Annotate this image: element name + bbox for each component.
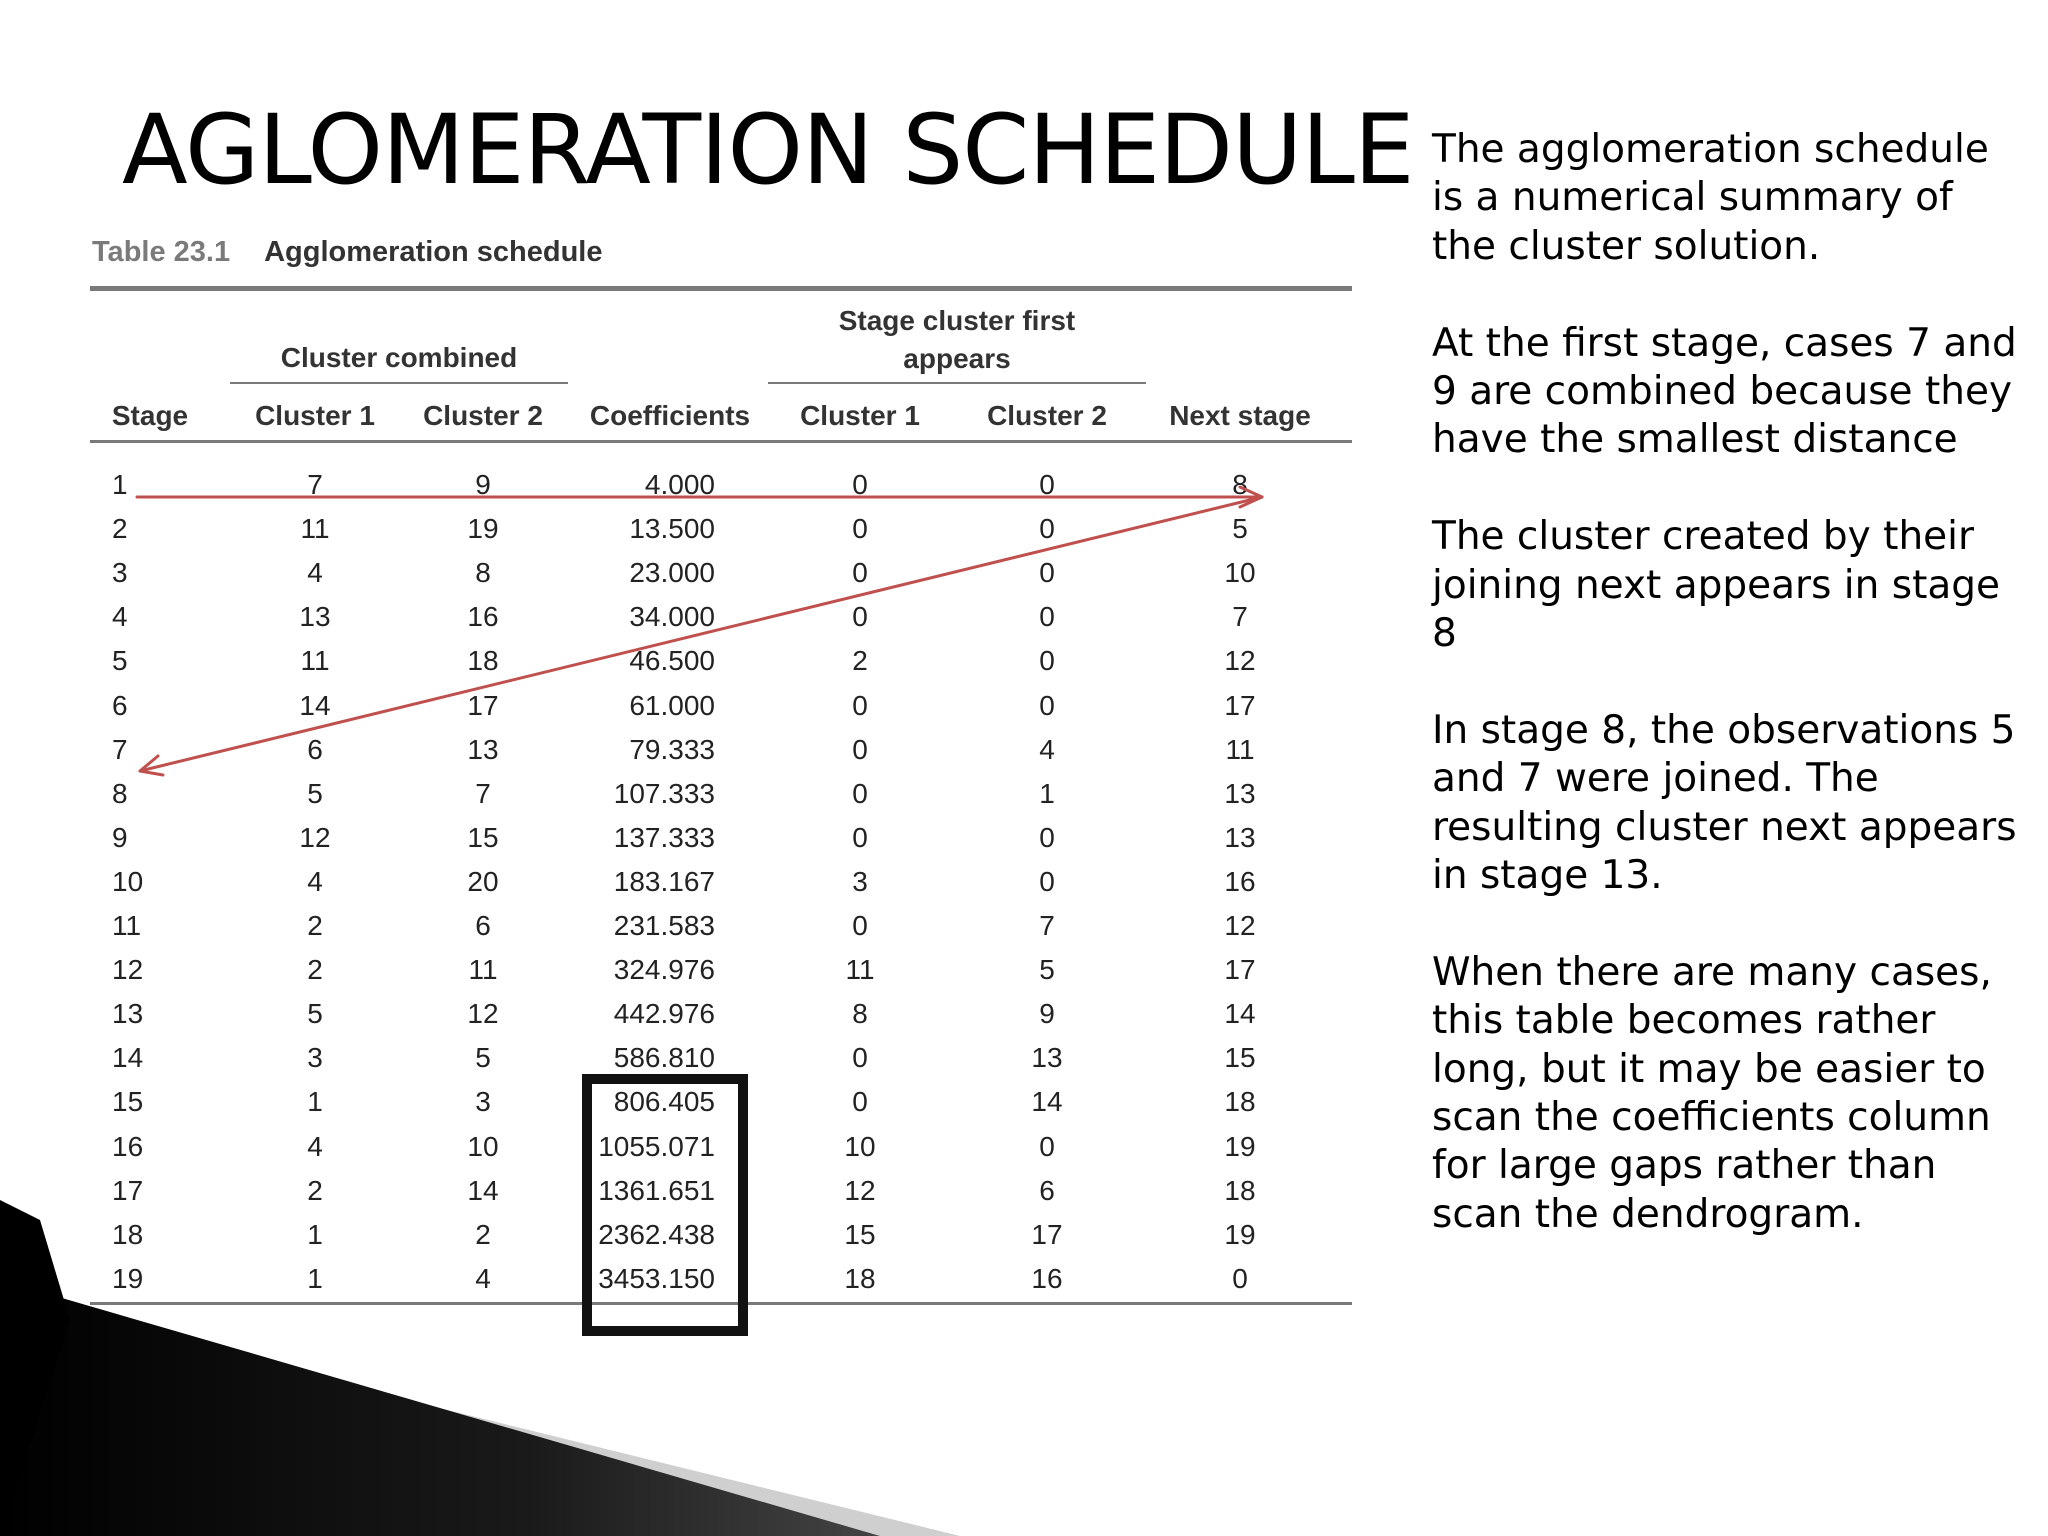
cell-stage: 16	[112, 1130, 144, 1162]
cell-coefficient: 3453.150	[598, 1262, 715, 1294]
cell-cluster2-first: 0	[1039, 645, 1055, 677]
cell-next-stage: 7	[1232, 601, 1248, 633]
cell-next-stage: 19	[1224, 1130, 1256, 1162]
cell-cluster2-first: 13	[1031, 1042, 1063, 1074]
cell-stage: 9	[112, 821, 128, 853]
cell-stage: 1	[112, 469, 128, 500]
cell-cluster2-combined: 15	[467, 821, 499, 853]
cell-cluster1-first: 0	[852, 733, 868, 765]
cell-stage: 17	[112, 1174, 144, 1206]
table-caption-title: Agglomeration schedule	[264, 236, 603, 268]
column-header-cluster2-combined: Cluster 2	[423, 400, 543, 431]
cell-cluster1-first: 18	[844, 1262, 876, 1294]
cell-cluster1-combined: 4	[307, 1130, 323, 1162]
cell-cluster1-first: 0	[852, 777, 868, 809]
cell-coefficient: 324.976	[613, 954, 715, 986]
cell-cluster2-combined: 14	[467, 1174, 499, 1206]
cell-coefficient: 4.000	[644, 469, 715, 500]
cell-cluster2-combined: 17	[467, 689, 499, 721]
cell-coefficient: 34.000	[629, 601, 715, 633]
cell-coefficient: 442.976	[613, 998, 715, 1030]
cell-coefficient: 1055.071	[598, 1130, 715, 1162]
cell-coefficient: 23.000	[629, 557, 715, 589]
cell-next-stage: 12	[1224, 645, 1256, 677]
cell-stage: 19	[112, 1262, 144, 1294]
cell-stage: 5	[112, 645, 128, 677]
cell-stage: 2	[112, 513, 128, 545]
cell-cluster2-first: 0	[1039, 865, 1055, 897]
cell-cluster1-first: 3	[852, 865, 868, 897]
cell-cluster2-first: 0	[1039, 821, 1055, 853]
cell-next-stage: 0	[1232, 1262, 1248, 1294]
cell-cluster2-combined: 18	[467, 645, 499, 677]
cell-cluster2-first: 0	[1039, 601, 1055, 633]
cell-next-stage: 18	[1224, 1174, 1256, 1206]
cell-cluster1-first: 10	[844, 1130, 876, 1162]
cell-cluster1-first: 0	[852, 601, 868, 633]
cell-cluster2-combined: 16	[467, 601, 499, 633]
cell-next-stage: 17	[1224, 954, 1256, 986]
cell-cluster2-first: 17	[1031, 1218, 1063, 1250]
cell-cluster1-combined: 6	[307, 733, 323, 765]
cell-cluster1-first: 2	[852, 645, 868, 677]
cell-cluster2-combined: 11	[468, 954, 498, 986]
side-paragraph-summary: The agglomeration schedule is a numerical summary of the cluster solution.	[1432, 127, 1989, 269]
cell-coefficient: 2362.438	[598, 1218, 715, 1250]
cell-cluster2-combined: 10	[467, 1130, 499, 1162]
cell-cluster1-combined: 1	[307, 1086, 323, 1118]
cell-next-stage: 13	[1224, 821, 1256, 853]
column-header-stage: Stage	[111, 400, 189, 431]
cell-cluster2-first: 16	[1031, 1262, 1063, 1294]
cell-cluster1-first: 12	[844, 1174, 876, 1206]
cell-stage: 4	[112, 601, 128, 633]
cell-next-stage: 19	[1224, 1218, 1256, 1250]
cell-cluster1-combined: 2	[307, 1174, 323, 1206]
table-caption-number: Table 23.1	[92, 236, 231, 268]
cell-cluster2-combined: 7	[475, 777, 491, 809]
cell-cluster2-combined: 5	[475, 1042, 491, 1074]
cell-stage: 6	[112, 689, 128, 721]
cell-cluster2-first: 0	[1039, 513, 1055, 545]
cell-cluster1-combined: 5	[307, 998, 323, 1030]
arrow-next-stage-to-stage8	[140, 497, 1262, 771]
cell-cluster2-first: 7	[1039, 910, 1055, 941]
cell-cluster2-combined: 20	[467, 865, 499, 897]
cell-cluster1-first: 0	[852, 469, 868, 500]
cell-coefficient: 1361.651	[598, 1174, 715, 1206]
cell-coefficient: 13.500	[629, 513, 715, 545]
cell-cluster1-first: 11	[845, 954, 875, 986]
cell-cluster2-combined: 3	[475, 1086, 491, 1118]
cell-cluster1-first: 0	[852, 513, 868, 545]
cell-cluster1-combined: 1	[307, 1262, 323, 1294]
side-paragraph-next-appears: The cluster created by their joining next appears in stage 8	[1432, 514, 2001, 657]
cell-stage: 14	[112, 1042, 144, 1074]
cell-cluster2-combined: 19	[467, 513, 499, 545]
cell-next-stage: 8	[1232, 469, 1248, 500]
cell-stage: 3	[112, 557, 128, 589]
cell-coefficient: 586.810	[613, 1042, 715, 1074]
cell-next-stage: 5	[1232, 513, 1248, 545]
cell-cluster1-first: 8	[852, 998, 868, 1030]
cell-cluster2-first: 0	[1039, 689, 1055, 721]
cell-cluster2-combined: 13	[467, 733, 499, 765]
cell-next-stage: 17	[1224, 689, 1256, 721]
side-paragraph-first-stage: At the first stage, cases 7 and 9 are combined because they have the smallest distance	[1432, 320, 2017, 463]
column-header-cluster1-combined: Cluster 1	[255, 400, 375, 431]
cell-stage: 8	[112, 777, 128, 809]
column-header-cluster1-first: Cluster 1	[800, 400, 920, 431]
cell-cluster2-first: 9	[1039, 998, 1055, 1030]
cell-cluster2-combined: 2	[475, 1218, 491, 1250]
cell-cluster2-first: 0	[1039, 1130, 1055, 1162]
cell-stage: 18	[112, 1218, 144, 1250]
cell-next-stage: 11	[1225, 733, 1255, 765]
cell-cluster1-combined: 4	[307, 865, 323, 897]
column-header-cluster2-first: Cluster 2	[987, 400, 1107, 431]
cell-cluster1-combined: 2	[307, 954, 323, 986]
cell-coefficient: 107.333	[613, 777, 715, 809]
cell-next-stage: 16	[1224, 865, 1256, 897]
cell-cluster1-combined: 1	[307, 1218, 323, 1250]
cell-cluster2-combined: 8	[475, 557, 491, 589]
cell-stage: 13	[112, 998, 144, 1030]
corner-decoration	[0, 1200, 960, 1536]
cell-coefficient: 61.000	[629, 689, 715, 721]
cell-cluster2-combined: 12	[467, 998, 499, 1030]
cell-cluster2-first: 1	[1039, 777, 1055, 809]
cell-cluster2-combined: 6	[475, 910, 491, 941]
cell-cluster2-first: 14	[1031, 1086, 1063, 1118]
cell-cluster1-combined: 13	[299, 601, 331, 633]
cell-cluster1-combined: 11	[300, 645, 330, 677]
cell-next-stage: 14	[1224, 998, 1256, 1030]
group-header-stage-first-line1: Stage cluster first	[838, 305, 1076, 336]
column-header-coefficients: Coefficients	[589, 400, 751, 431]
cell-cluster1-combined: 3	[307, 1042, 323, 1074]
cell-cluster2-first: 0	[1039, 469, 1055, 500]
cell-cluster2-first: 5	[1039, 954, 1055, 986]
cell-cluster2-first: 6	[1039, 1174, 1055, 1206]
side-explanation	[1432, 126, 2022, 1288]
cell-stage: 12	[112, 954, 144, 986]
cell-coefficient: 231.583	[613, 910, 715, 941]
cell-cluster1-combined: 2	[307, 910, 323, 941]
cell-cluster1-combined: 14	[299, 689, 331, 721]
cell-cluster1-first: 0	[852, 557, 868, 589]
cell-stage: 10	[112, 865, 144, 897]
group-header-cluster-combined: Cluster combined	[280, 342, 518, 373]
cell-cluster1-first: 15	[844, 1218, 876, 1250]
cell-coefficient: 806.405	[613, 1086, 715, 1118]
cell-next-stage: 10	[1224, 557, 1256, 589]
cell-stage: 7	[112, 733, 128, 765]
cell-cluster1-combined: 11	[300, 513, 330, 545]
cell-cluster1-combined: 12	[299, 821, 331, 853]
cell-next-stage: 12	[1224, 910, 1256, 941]
cell-cluster1-first: 0	[852, 1086, 868, 1118]
cell-cluster1-combined: 5	[307, 777, 323, 809]
cell-cluster1-first: 0	[852, 821, 868, 853]
cell-stage: 15	[112, 1086, 144, 1118]
cell-next-stage: 13	[1224, 777, 1256, 809]
cell-next-stage: 15	[1224, 1042, 1256, 1074]
slide-title: AGLOMERATION SCHEDULE	[122, 94, 1414, 206]
cell-coefficient: 183.167	[613, 865, 715, 897]
cell-cluster1-combined: 4	[307, 557, 323, 589]
cell-stage: 11	[112, 910, 142, 941]
side-paragraph-many-cases: When there are many cases, this table becomes rather long, but it may be easier to scan the coefficients column for large gaps rather than scan the dendrogram.	[1432, 949, 1992, 1237]
cell-coefficient: 79.333	[629, 733, 715, 765]
group-header-stage-first-line2: appears	[903, 343, 1011, 374]
cell-cluster2-first: 0	[1039, 557, 1055, 589]
cell-cluster1-first: 0	[852, 1042, 868, 1074]
cell-cluster1-first: 0	[852, 689, 868, 721]
cell-coefficient: 137.333	[613, 821, 715, 853]
cell-coefficient: 46.500	[629, 645, 715, 677]
cell-cluster2-first: 4	[1039, 733, 1055, 765]
side-paragraph-stage-8: In stage 8, the observations 5 and 7 were joined. The resulting cluster next appears in stage 13.	[1432, 707, 2017, 899]
cell-cluster2-combined: 4	[475, 1262, 491, 1294]
cell-cluster2-combined: 9	[475, 469, 491, 500]
cell-cluster1-first: 0	[852, 910, 868, 941]
column-header-next-stage: Next stage	[1169, 400, 1311, 431]
cell-next-stage: 18	[1224, 1086, 1256, 1118]
cell-cluster1-combined: 7	[307, 469, 323, 500]
